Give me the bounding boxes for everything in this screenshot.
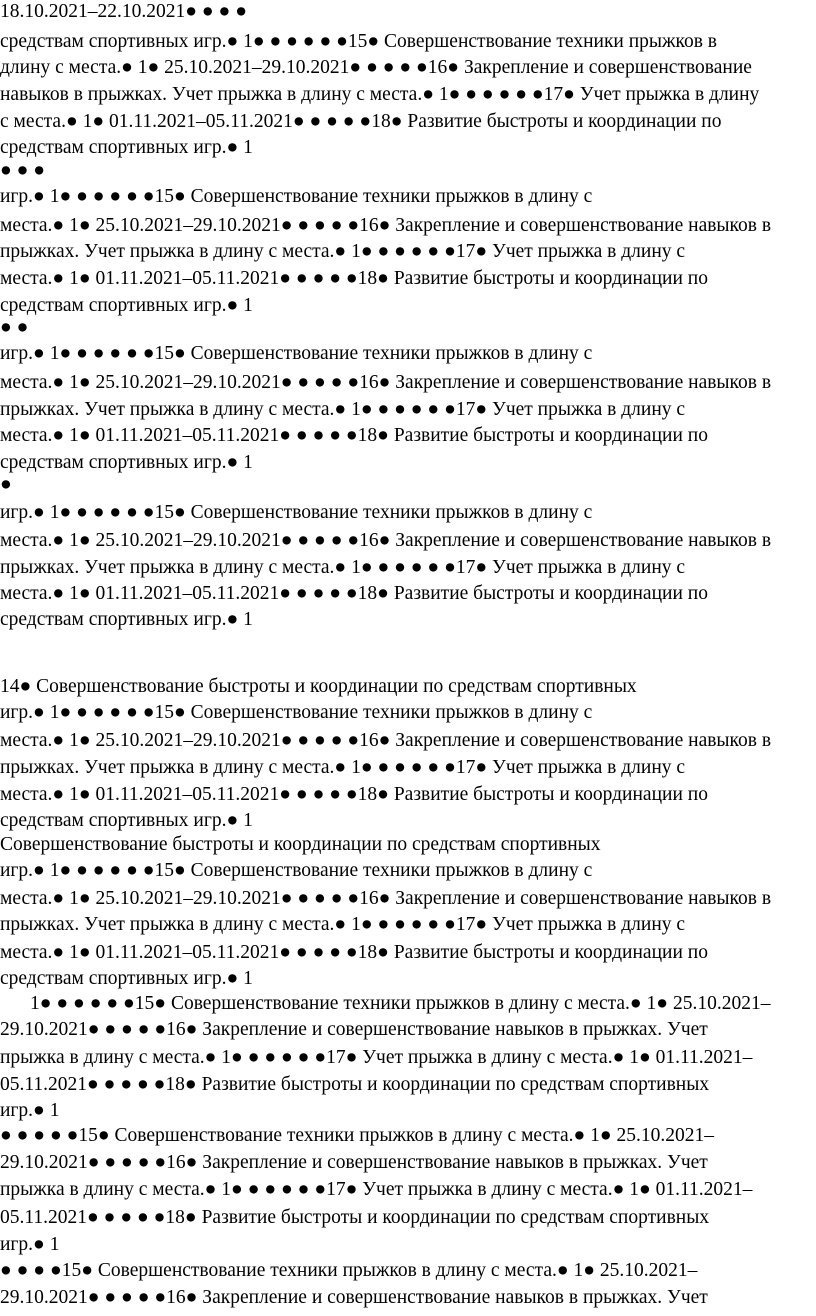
- text-line: средствам спортивных игр.● 1: [0, 968, 253, 989]
- text-line: игр.● 1● ● ● ● ● ●15● Совершенствование техники прыжков в длину с: [0, 502, 593, 523]
- text-line: ● ● ● ●15● Совершенствование техники прыжков в длину с места.● 1● 25.10.2021–: [0, 1260, 698, 1281]
- text-line: средствам спортивных игр.● 1: [0, 295, 253, 316]
- text-line: места.● 1● 01.11.2021–05.11.2021● ● ● ● ●18● Развитие быстроты и координации по: [0, 425, 708, 446]
- text-line: ● ● ●: [0, 160, 46, 181]
- text-line: игр.● 1● ● ● ● ● ●15● Совершенствование техники прыжков в длину с: [0, 860, 593, 881]
- text-line: игр.● 1● ● ● ● ● ●15● Совершенствование техники прыжков в длину с: [0, 702, 593, 723]
- text-line: 1● ● ● ● ● ●15● Совершенствование техники прыжков в длину с места.● 1● 25.10.2021–: [30, 993, 771, 1014]
- text-line: прыжках. Учет прыжка в длину с места.● 1● ● ● ● ● ●17● Учет прыжка в длину с: [0, 757, 686, 778]
- text-line: ● ● ● ● ●15● Совершенствование техники прыжков в длину с места.● 1● 25.10.2021–: [0, 1125, 715, 1146]
- text-line: средствам спортивных игр.● 1: [0, 137, 253, 158]
- text-line: прыжках. Учет прыжка в длину с места.● 1● ● ● ● ● ●17● Учет прыжка в длину с: [0, 241, 686, 262]
- text-line: Совершенствование быстроты и координации по средствам спортивных: [0, 834, 601, 855]
- text-line: места.● 1● 25.10.2021–29.10.2021● ● ● ● ●16● Закрепление и совершенствование навыков в: [0, 730, 772, 751]
- text-line: прыжках. Учет прыжка в длину с места.● 1● ● ● ● ● ●17● Учет прыжка в длину с: [0, 557, 686, 578]
- text-line: 29.10.2021● ● ● ● ●16● Закрепление и совершенствование навыков в прыжках. Учет: [0, 1019, 708, 1040]
- text-line: средствам спортивных игр.● 1: [0, 609, 253, 630]
- text-line: прыжка в длину с места.● 1● ● ● ● ● ●17● Учет прыжка в длину с места.● 1● 01.11.2021–: [0, 1179, 753, 1200]
- text-line: игр.● 1: [0, 1100, 60, 1121]
- text-line: места.● 1● 01.11.2021–05.11.2021● ● ● ● ●18● Развитие быстроты и координации по: [0, 784, 708, 805]
- text-line: 18.10.2021–22.10.2021● ● ● ●: [0, 1, 247, 22]
- text-line: ● ●: [0, 317, 29, 338]
- text-line: 29.10.2021● ● ● ● ●16● Закрепление и совершенствование навыков в прыжках. Учет: [0, 1287, 708, 1308]
- text-line: места.● 1● 25.10.2021–29.10.2021● ● ● ● ●16● Закрепление и совершенствование навыков в: [0, 215, 772, 236]
- text-line: 29.10.2021● ● ● ● ●16● Закрепление и совершенствование навыков в прыжках. Учет: [0, 1152, 708, 1173]
- text-line: ●: [0, 474, 12, 495]
- text-line: 05.11.2021● ● ● ● ●18● Развитие быстроты и координации по средствам спортивных: [0, 1207, 710, 1228]
- text-line: средствам спортивных игр.● 1: [0, 452, 253, 473]
- text-line: 05.11.2021● ● ● ● ●18● Развитие быстроты и координации по средствам спортивных: [0, 1074, 710, 1095]
- text-line: места.● 1● 01.11.2021–05.11.2021● ● ● ● ●18● Развитие быстроты и координации по: [0, 583, 708, 604]
- text-line: места.● 1● 01.11.2021–05.11.2021● ● ● ● ●18● Развитие быстроты и координации по: [0, 942, 708, 963]
- text-line: места.● 1● 25.10.2021–29.10.2021● ● ● ● ●16● Закрепление и совершенствование навыков в: [0, 372, 772, 393]
- text-line: средствам спортивных игр.● 1● ● ● ● ● ●15● Совершенствование техники прыжков в: [0, 31, 718, 52]
- text-line: длину с места.● 1● 25.10.2021–29.10.2021● ● ● ● ●16● Закрепление и совершенствование: [0, 57, 752, 78]
- text-line: с места.● 1● 01.11.2021–05.11.2021● ● ● ● ●18● Развитие быстроты и координации по: [0, 111, 722, 132]
- text-line: прыжках. Учет прыжка в длину с места.● 1● ● ● ● ● ●17● Учет прыжка в длину с: [0, 914, 686, 935]
- text-line: места.● 1● 25.10.2021–29.10.2021● ● ● ● ●16● Закрепление и совершенствование навыков в: [0, 888, 772, 909]
- text-line: места.● 1● 01.11.2021–05.11.2021● ● ● ● ●18● Развитие быстроты и координации по: [0, 268, 708, 289]
- text-line: навыков в прыжках. Учет прыжка в длину с места.● 1● ● ● ● ● ●17● Учет прыжка в длину: [0, 84, 760, 105]
- text-line: игр.● 1● ● ● ● ● ●15● Совершенствование техники прыжков в длину с: [0, 186, 593, 207]
- text-line: места.● 1● 25.10.2021–29.10.2021● ● ● ● ●16● Закрепление и совершенствование навыков в: [0, 530, 772, 551]
- text-line: прыжка в длину с места.● 1● ● ● ● ● ●17● Учет прыжка в длину с места.● 1● 01.11.2021–: [0, 1047, 753, 1068]
- text-line: игр.● 1● ● ● ● ● ●15● Совершенствование техники прыжков в длину с: [0, 343, 593, 364]
- text-line: 14● Совершенствование быстроты и координации по средствам спортивных: [0, 676, 637, 697]
- text-line: средствам спортивных игр.● 1: [0, 810, 253, 831]
- text-line: игр.● 1: [0, 1234, 60, 1255]
- text-line: прыжках. Учет прыжка в длину с места.● 1● ● ● ● ● ●17● Учет прыжка в длину с: [0, 399, 686, 420]
